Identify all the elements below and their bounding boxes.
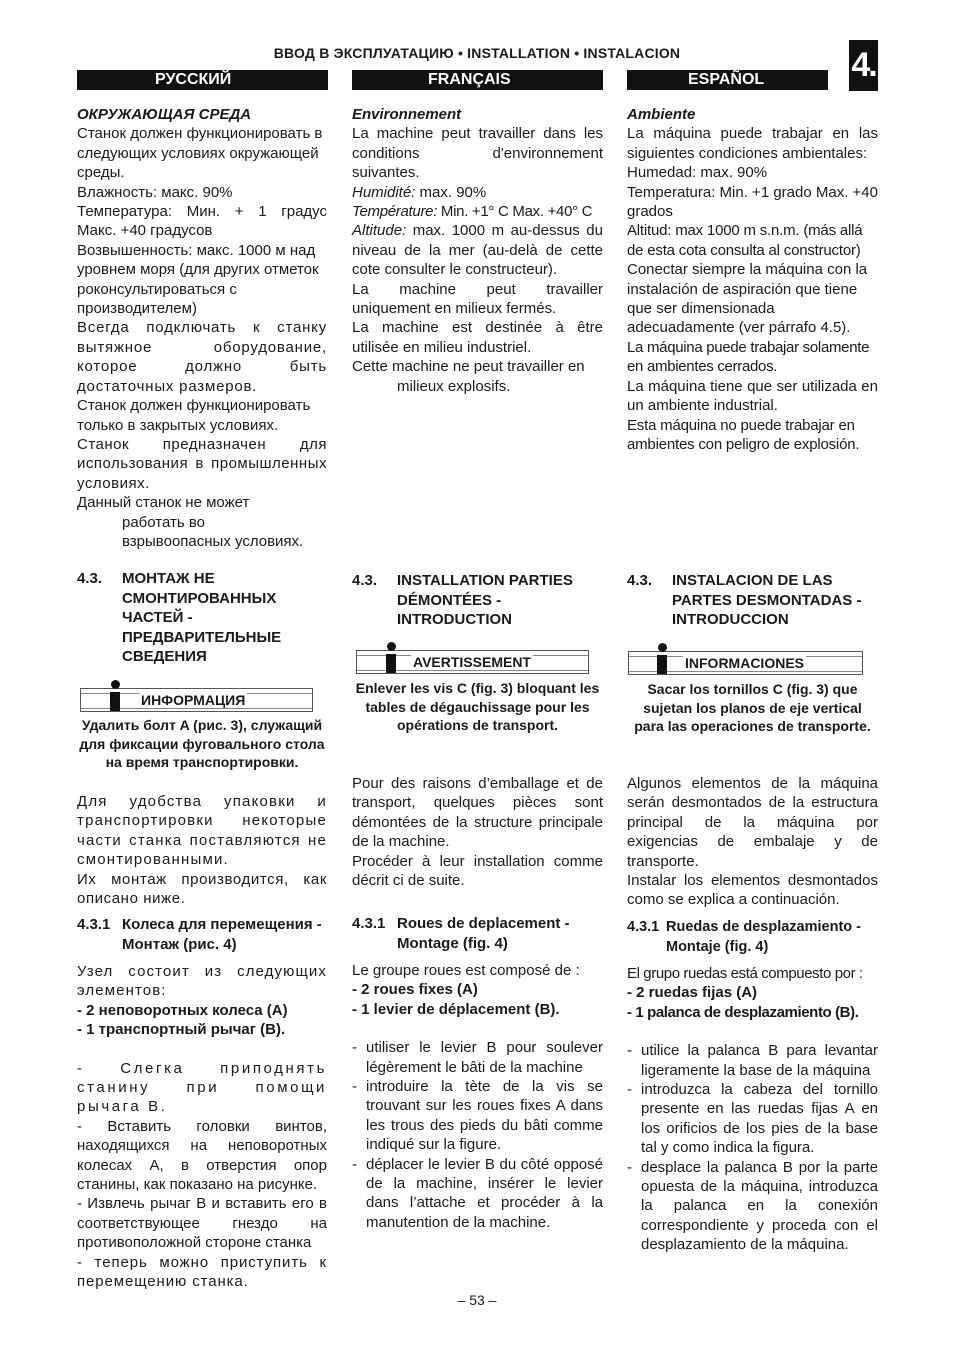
fr-section-4-3-body: [352, 774, 603, 890]
ru-wheels-item-a: - 2 неповоротных колеса (A): [77, 1001, 288, 1019]
ru-step-1: - Слегка приподнять станину при помощи рычага B.: [77, 1059, 327, 1116]
es-info-label: INFORMACIONES: [685, 655, 804, 671]
ru-info-box: [80, 688, 313, 712]
es-step-2-text: introduzca la cabeza del tornillo presente en las ruedas fijas A en los orificios de los pies de la base tal y como indica la figura.: [641, 1081, 878, 1157]
es-section-4-3-number: 4.3.: [627, 572, 653, 589]
language-label-es: ESPAÑOL: [688, 71, 765, 88]
ru-step-4: - теперь можно приступить к перемещению станка.: [77, 1253, 327, 1291]
fr-environment: [352, 105, 603, 396]
es-section-4-3-1-heading: [627, 918, 878, 957]
fr-env-explosive-b: milieux explosifs.: [397, 377, 511, 395]
ru-info-label: ИНФОРМАЦИЯ: [141, 692, 246, 708]
ru-section-4-3-1-title: Колеса для перемещения - Монтаж (рис. 4): [122, 916, 322, 953]
es-section-4-3-1-title: Ruedas de desplazamiento - Montaje (fig. 4): [666, 919, 861, 955]
ru-env-explosive-a: Данный станок не может: [77, 494, 250, 512]
fr-section-4-3-1-heading: [352, 914, 603, 953]
fr-section-4-3-1-number: 4.3.1: [352, 915, 386, 932]
ru-section-4-3-1-number: 4.3.1: [77, 916, 111, 933]
ru-env-altitude: Возвышенность: макс. 1000 м над уровнем моря (для других отметок роконсультироваться с производителем): [77, 241, 319, 318]
ru-env-closed: Станок должен функционировать только в закрытых условиях.: [77, 397, 311, 434]
fr-section-4-3-p2: Procéder à leur installation comme décrit ci de suite.: [352, 852, 603, 890]
es-env-humidity: Humedad: max. 90%: [627, 164, 768, 182]
ru-env-humidity: Влажность: макс. 90%: [77, 183, 233, 201]
ru-step-3: - Извлечь рычаг B и вставить его в соответствующее гнездо на противоположной стороне станка: [77, 1195, 327, 1252]
fr-info-box: [356, 650, 589, 674]
warning-info-icon: [385, 642, 397, 673]
es-env-explosive: Esta máquina no puede trabajar en ambientes con peligro de explosión.: [627, 416, 860, 453]
es-section-4-3-1-number: 4.3.1: [627, 919, 660, 935]
ru-section-4-3-1-body: [77, 962, 327, 1292]
es-wheels-item-a: - 2 ruedas fijas (A): [627, 984, 758, 1002]
ru-section-4-3-p1: Для удобства упаковки и транспортировки некоторые части станка поставляются не смонтированными.: [77, 793, 327, 869]
ru-env-explosive-b: работать во: [122, 513, 205, 531]
es-section-4-3-heading: [627, 571, 878, 630]
fr-env-title: Environnement: [352, 106, 462, 123]
fr-env-altitude: [352, 221, 603, 279]
es-section-4-3-p2: Instalar los elementos desmontados como se explica a continuación.: [627, 872, 878, 909]
es-info-text: Sacar los tornillos C (fig. 3) que sujetan los planos de eje vertical para las operaciones de transporte.: [634, 681, 871, 734]
ru-env-aspiration: Всегда подключать к станку вытяжное оборудование, которое должно быть достаточных размеров.: [77, 319, 327, 395]
ru-env-explosive-c: взрывоопасных условиях.: [122, 532, 304, 550]
fr-alt-value: max. 1000 m au-dessus du niveau de la mer (au-delà de cette cote consulter le constructeur).: [352, 222, 603, 279]
fr-section-4-3-1-title: Roues de deplacement - Montage (fig. 4): [397, 915, 570, 952]
language-bar-es: [627, 70, 828, 90]
language-label-fr: FRANÇAIS: [428, 71, 511, 88]
ru-section-4-3-heading: [77, 569, 327, 667]
fr-section-4-3-heading: [352, 571, 603, 630]
es-env-aspiration: Conectar siempre la máquina con la instalación de aspiración que tiene que ser dimensionada adecuadamente (ver párrafo 4.5).: [627, 261, 868, 337]
page-header: [0, 45, 954, 61]
fr-env-temperature: [352, 202, 603, 221]
fr-info-label: AVERTISSEMENT: [413, 654, 531, 670]
ru-environment: [77, 105, 327, 551]
fr-env-industrial: La machine est destinée à être utilisée en milieu industriel.: [352, 319, 603, 356]
es-step-2: - introduzca la cabeza del tornillo presente en las ruedas fijas A en los orificios de los pies de la base tal y como indica la figura.: [627, 1081, 878, 1157]
fr-section-4-3-1-body: [352, 961, 603, 1232]
es-env-altitude: Altitud: max 1000 m s.n.m. (más allá de esta cota consulta al constructor): [627, 222, 863, 259]
ru-env-intro: Станок должен функционировать в следующих условиях окружающей среды.: [77, 125, 323, 182]
es-wheels-intro: El grupo ruedas está compuesto por :: [627, 965, 863, 982]
ru-section-4-3-title: МОНТАЖ НЕ СМОНТИРОВАННЫХ ЧАСТЕЙ - ПРЕДВАРИТЕЛЬНЫЕ СВЕДЕНИЯ: [122, 570, 282, 665]
fr-step-3: - déplacer le levier B du côté opposé de la machine, insérer le levier dans l’attache et procéder à la manutention de la machine.: [352, 1155, 603, 1231]
fr-env-explosive-a: Cette machine ne peut travailler en: [352, 358, 585, 376]
es-step-3: - desplace la palanca B por la parte opuesta de la máquina, introduzca la palanca en la conexión correspondiente y proceda con el desplazamiento de la máquina.: [627, 1158, 878, 1254]
page-number: – 53 –: [457, 1292, 497, 1308]
fr-step-2: - introduire la tète de la vis se trouvant sur les roues fixes A dans les trous des pieds du bâti comme indiqué sur la figure.: [352, 1078, 603, 1154]
es-env-closed: La máquina puede trabajar solamente en ambientes cerrados.: [627, 338, 870, 376]
es-env-intro: La máquina puede trabajar en las siguientes condiciones ambientales:: [627, 125, 878, 162]
fr-section-4-3-p1: Pour des raisons d’emballage et de transport, quelques pièces sont démontées de la structure principale de la machine.: [352, 775, 603, 851]
fr-temp-label: Température:: [352, 203, 438, 221]
es-wheels-item-b: - 1 palanca de desplazamiento (B).: [627, 1003, 859, 1021]
es-info-box: [628, 651, 863, 675]
es-env-industrial: La máquina tiene que ser utilizada en un ambiente industrial.: [627, 377, 878, 415]
ru-wheels-intro: Узел состоит из следующих элементов:: [77, 963, 327, 1000]
fr-step-1: - utiliser le levier B pour soulever légèrement le bâti de la machine: [352, 1039, 603, 1076]
fr-section-4-3-title: INSTALLATION PARTIES DÉMONTÉES - INTRODUCTION: [397, 572, 573, 628]
es-section-4-3-title: INSTALACION DE LAS PARTES DESMONTADAS - INTRODUCCION: [672, 572, 862, 628]
fr-hum-value: max. 90%: [415, 183, 487, 201]
fr-wheels-intro: Le groupe roues est composé de :: [352, 962, 580, 979]
fr-section-4-3-number: 4.3.: [352, 572, 378, 589]
fr-wheels-item-a: - 2 roues fixes (A): [352, 981, 478, 999]
es-section-4-3-1-body: [627, 964, 878, 1255]
fr-env-closed: La machine peut travailler uniquement en milieux fermés.: [352, 280, 603, 318]
info-icon: [656, 643, 668, 674]
ru-section-4-3-1-heading: [77, 915, 327, 954]
es-env-title: Ambiente: [627, 106, 696, 123]
ru-section-4-3-number: 4.3.: [77, 570, 103, 587]
ru-info-text: Удалить болт A (рис. 3), служащий для фиксации фуговального стола на время транспортировки.: [79, 717, 325, 770]
fr-wheels-item-b: - 1 levier de déplacement (B).: [352, 1000, 560, 1018]
ru-env-title: ОКРУЖАЮЩАЯ СРЕДА: [77, 106, 252, 123]
ru-section-4-3-p2: Их монтаж производится, как описано ниже.: [77, 870, 327, 908]
fr-env-intro: La machine peut travailler dans les conditions d'environnement suivantes.: [352, 125, 603, 182]
ru-section-4-3-body: [77, 792, 327, 908]
info-icon: [109, 680, 121, 711]
es-environment: [627, 105, 878, 454]
language-bar-fr: [352, 70, 603, 90]
ru-env-temperature: Температура: Мин. + 1 градус Макс. +40 градусов: [77, 203, 327, 240]
fr-step-3-text: déplacer le levier B du côté opposé de la machine, insérer le levier dans l’attache et procéder à la manutention de la machine.: [366, 1155, 603, 1231]
chapter-tab: 4.: [849, 40, 878, 91]
fr-step-1-text: utiliser le levier B pour soulever légèrement le bâti de la machine: [366, 1039, 603, 1076]
fr-temp-value: Min. +1° C Max. +40° C: [437, 203, 593, 221]
es-step-1: - utilice la palanca B para levantar ligeramente la base de la máquina: [627, 1042, 878, 1079]
fr-alt-label: Altitude:: [352, 222, 407, 240]
fr-env-humidity: [352, 183, 603, 202]
page-header-title: ВВОД В ЭКСПЛУАТАЦИЮ • INSTALLATION • INSTALACION: [273, 45, 681, 61]
es-step-3-text: desplace la palanca B por la parte opuesta de la máquina, introduzca la palanca en la conexión correspondiente y proceda con el desplazamiento de la máquina.: [641, 1158, 878, 1254]
language-label-ru: РУССКИЙ: [155, 71, 232, 88]
ru-step-2: - Вставить головки винтов, находящихся на неповоротных колесах А, в отверстия опор станины, как показано на рисунке.: [77, 1117, 327, 1194]
es-section-4-3-body: [627, 774, 878, 910]
ru-env-industrial: Станок предназначен для использования в промышленных условиях.: [77, 435, 327, 492]
fr-hum-label: Humidité:: [352, 183, 416, 201]
language-bar-ru: [77, 70, 328, 90]
ru-wheels-item-b: - 1 транспортный рычаг (B).: [77, 1021, 286, 1039]
es-section-4-3-p1: Algunos elementos de la máquina serán desmontados de la estructura principal de la máquina por exigencias de embalaje y de transporte.: [627, 775, 878, 870]
es-step-1-text: utilice la palanca B para levantar ligeramente la base de la máquina: [641, 1042, 878, 1079]
fr-info-text: Enlever les vis C (fig. 3) bloquant les tables de dégauchissage pour les opérations de transport.: [355, 680, 600, 733]
fr-step-2-text: introduire la tète de la vis se trouvant sur les roues fixes A dans les trous des pieds du bâti comme indiqué sur la figure.: [366, 1078, 603, 1154]
es-env-temperature: Temperatura: Min. +1 grado Max. +40 grados: [627, 183, 878, 221]
